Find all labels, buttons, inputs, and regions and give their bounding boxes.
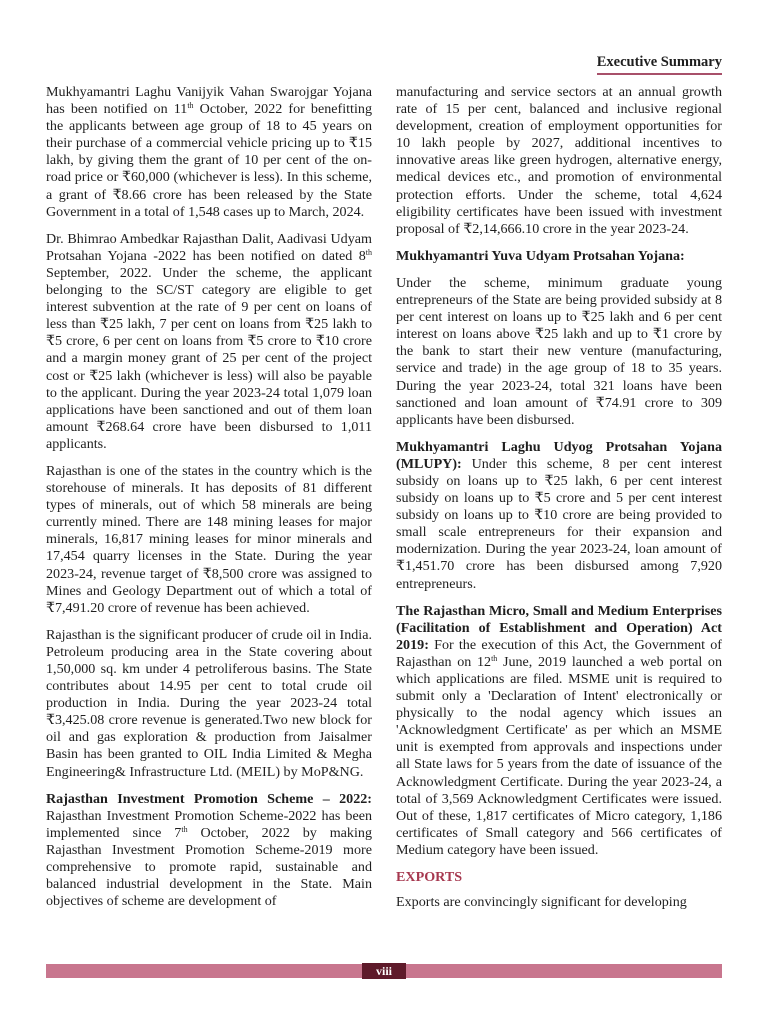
msme-act-heading: The Rajasthan Micro, Small and Medium Enterprises (Facilitation of Establishment and Operation) Act 2019:	[396, 602, 722, 653]
page-number: viii	[362, 963, 406, 979]
paragraph-yuva-udyam: Under the scheme, minimum graduate young entrepreneurs of the State are being provided subsidy at 8 per cent interest on loans up to ₹25 lakh and 6 per cent interest on loans above ₹25 lakh and up to ₹1 crore by the bank to start their new venture (manufacturing, service and trade) in the age group of 18 to 35 years. During the year 2023-24, total 321 loans have been sanctioned and loan amount of ₹74.91 crore to 309 applicants have been disbursed.	[396, 274, 722, 428]
page-header-title: Executive Summary	[597, 54, 722, 75]
paragraph-msme-act: The Rajasthan Micro, Small and Medium Enterprises (Facilitation of Establishment and Operation) Act 2019: For the execution of this Act, the Government of Rajasthan on 12th June, 2019 launched a web portal on which applications are filed. MSME unit is required to submit only a 'Declaration of Intent' electronically or physically to the nodal agency which issues an 'Acknowledgment Certificate' as per which an MSME unit is exempted from approvals and inspections under all State laws for 5 years from the date of issuance of the Acknowledgment Certificate. During the year 2023-24, a total of 3,569 Acknowledgment Certificates were issued. Out of these, 1,817 certificates of Micro category, 1,186 certificates of Small category and 566 certificates of Medium category have been issued.	[396, 602, 722, 858]
exports-heading: EXPORTS	[396, 869, 463, 886]
yuva-udyam-heading: Mukhyamantri Yuva Udyam Protsahan Yojana:	[396, 247, 685, 264]
paragraph-ambedkar-yojana: Dr. Bhimrao Ambedkar Rajasthan Dalit, Aadivasi Udyam Protsahan Yojana -2022 has been notified on dated 8th September, 2022. Under the scheme, the applicant belonging to the SC/ST category are eligible to get interest subvention at the rate of 9 per cent on loans of less than ₹25 lakh, 7 per cent on loans from ₹25 lakh to ₹5 crore, 6 per cent on loans from ₹5 crore to ₹10 crore and a margin money grant of 25 per cent of the project cost or ₹25 lakh (whichever is less) will also be payable to the applicant. During the year 2023-24 total 1,079 loan applications have been sanctioned and out of them loan amount ₹268.64 crore have been disbursed to 1,011 applicants.	[46, 230, 372, 452]
paragraph-vahan-swarojgar: Mukhyamantri Laghu Vanijyik Vahan Swarojgar Yojana has been notified on 11th October, 2022 for benefitting the applicants between age group of 18 to 45 years on their purchase of a commercial vehicle pricing up to ₹15 lakh, by giving them the grant of 10 per cent of the on-road price or ₹60,000 (whichever is less). In this scheme, a grant of ₹8.66 crore has been released by the State Government in a total of 1,548 cases up to March, 2024.	[46, 84, 372, 220]
paragraph-mlupy: Mukhyamantri Laghu Udyog Protsahan Yojana (MLUPY): Under this scheme, 8 per cent interest subsidy on loans up to ₹25 lakh, 6 per cent interest subsidy on loans up to ₹5 crore and 5 per cent interest subsidy on loans up to ₹10 crore are being provided to small scale entrepreneurs for their expansion and modernization. During the year 2023-24, loan amount of ₹1,451.70 crore has been disbursed among 7,920 entrepreneurs.	[396, 438, 722, 592]
investment-promotion-heading: Rajasthan Investment Promotion Scheme – 2022:	[46, 790, 372, 807]
paragraph-minerals: Rajasthan is one of the states in the country which is the storehouse of minerals. It has deposits of 81 different types of minerals, out of which 58 minerals are being currently mined. There are 148 mining leases for major minerals, 16,817 mining leases for minor minerals and 17,454 quarry licenses in the State. During the year 2023-24, revenue target of ₹8,500 crore was assigned to Mines and Geology Department out of which a total of ₹7,491.20 crore of revenue has been achieved.	[46, 462, 372, 616]
paragraph-rips-continued: manufacturing and service sectors at an annual growth rate of 15 per cent, balanced and inclusive regional development, creation of employment opportunities for 10 lakh people by 2027, additional incentives to innovative areas like green hydrogen, alternative energy, medical devices etc., and promotion of environmental protection efforts. Under the scheme, total 4,624 eligibility certificates have been issued with investment proposal of ₹2,14,666.10 crore in the year 2023-24.	[396, 84, 722, 237]
paragraph-crude-oil: Rajasthan is the significant producer of crude oil in India. Petroleum producing area in the State covering about 1,50,000 sq. km under 4 petroliferous basins. The State contributes about 14.95 per cent to total crude oil production in India. During the year 2023-24 total ₹3,425.08 crore revenue is generated.Two new block for oil and gas exploration & production from Jaisalmer Basin has been granted to OIL India Limited & Megha Engineering& Infrastructure Ltd. (MEIL) by MoP&NG.	[46, 626, 372, 780]
left-column	[46, 84, 372, 920]
mlupy-heading: Mukhyamantri Laghu Udyog Protsahan Yojana (MLUPY):	[396, 438, 722, 472]
right-column	[396, 84, 722, 921]
paragraph-investment-promotion: Rajasthan Investment Promotion Scheme – 2022: Rajasthan Investment Promotion Scheme-2022 has been implemented since 7th October, 2022 by making Rajasthan Investment Promotion Scheme-2019 more comprehensive to promote rapid, sustainable and balanced industrial development in the State. Main objectives of scheme are development of	[46, 790, 372, 910]
paragraph-exports: Exports are convincingly significant for developing	[396, 894, 687, 911]
